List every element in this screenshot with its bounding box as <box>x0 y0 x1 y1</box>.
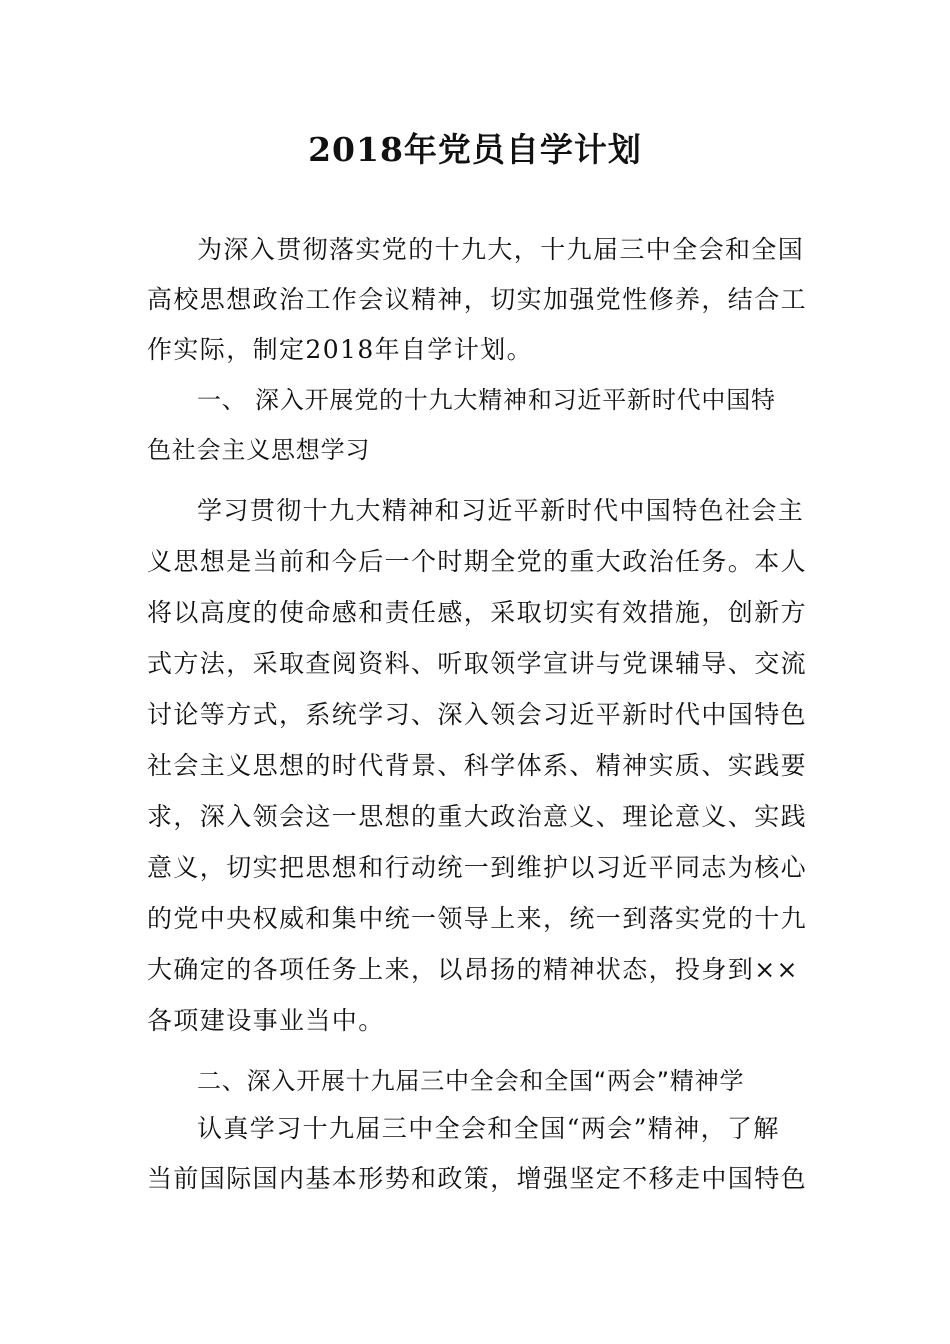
section1-heading: 一、 深入开展党的十九大精神和习近平新时代中国特 <box>197 386 776 414</box>
section2-body-line: 认真学习十九届三中全会和全国“两会”精神，了解 <box>197 1114 780 1143</box>
section1-body-line: 社会主义思想的时代背景、科学体系、精神实质、实践要 <box>147 751 808 780</box>
section2-heading: 二、深入开展十九届三中全会和全国“两会”精神学 <box>197 1067 745 1095</box>
section1-body-line: 学习贯彻十九大精神和习近平新时代中国特色社会主 <box>197 496 805 525</box>
section1-body-line: 义思想是当前和今后一个时期全党的重大政治任务。本人 <box>147 547 808 576</box>
section1-body-line: 讨论等方式，系统学习、深入领会习近平新时代中国特色 <box>147 700 808 729</box>
section2-body-line: 当前国际国内基本形势和政策，增强坚定不移走中国特色 <box>147 1164 808 1193</box>
section1-body-line: 意义，切实把思想和行动统一到维护以习近平同志为核心 <box>147 853 808 882</box>
document-title: 2018年党员自学计划 <box>308 130 642 169</box>
section1-heading: 色社会主义思想学习 <box>147 436 371 464</box>
intro-line: 为深入贯彻落实党的十九大，十九届三中全会和全国 <box>197 235 805 264</box>
section1-body-line: 式方法，采取查阅资料、听取领学宣讲与党课辅导、交流 <box>147 649 808 678</box>
section1-body-line: 的党中央权威和集中统一领导上来，统一到落实党的十九 <box>147 904 808 933</box>
section1-body-line: 将以高度的使命感和责任感，采取切实有效措施，创新方 <box>147 598 808 627</box>
section1-body-line: 各项建设事业当中。 <box>147 1006 385 1035</box>
intro-line: 高校思想政治工作会议精神，切实加强党性修养，结合工 <box>147 285 808 314</box>
section1-body-line: 求，深入领会这一思想的重大政治意义、理论意义、实践 <box>147 802 808 831</box>
section1-body-line: 大确定的各项任务上来，以昂扬的精神状态，投身到×× <box>147 955 799 984</box>
intro-line: 作实际，制定2018年自学计划。 <box>147 335 534 364</box>
